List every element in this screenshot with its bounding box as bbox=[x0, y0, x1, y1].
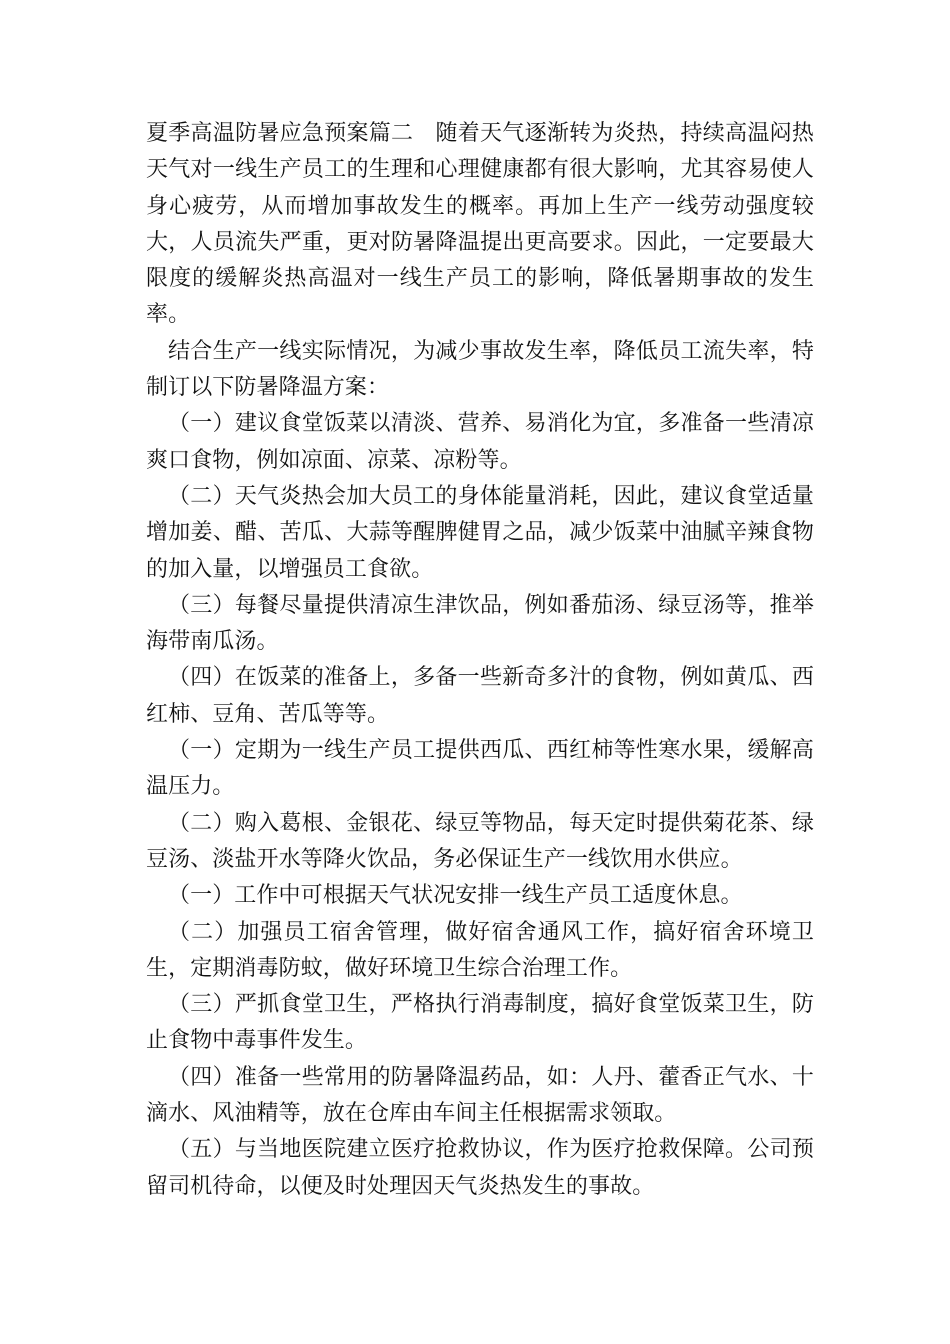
document-body bbox=[146, 116, 814, 1205]
paragraph: 结合生产一线实际情况，为减少事故发生率，降低员工流失率，特制订以下防暑降温方案： bbox=[146, 338, 814, 401]
paragraph: （二）加强员工宿舍管理，做好宿舍通风工作，搞好宿舍环境卫生，定期消毒防蚊，做好环境卫生综合治理工作。 bbox=[146, 919, 814, 981]
paragraph: （二）购入葛根、金银花、绿豆等物品，每天定时提供菊花茶、绿豆汤、淡盐开水等降火饮品，务必保证生产一线饮用水供应。 bbox=[146, 810, 814, 872]
paragraph: （一）定期为一线生产员工提供西瓜、西红柿等性寒水果，缓解高温压力。 bbox=[146, 738, 814, 800]
paragraph: （三）严抓食堂卫生，严格执行消毒制度，搞好食堂饭菜卫生，防止食物中毒事件发生。 bbox=[146, 992, 814, 1054]
paragraph: （一）建议食堂饭菜以清淡、营养、易消化为宜，多准备一些清凉爽口食物，例如凉面、凉菜、凉粉等。 bbox=[146, 411, 814, 473]
paragraph-text: 随着天气逐渐转为炎热，持续高温闷热天气对一线生产员工的生理和心理健康都有很大影响，尤其容易使人身心疲劳，从而增加事故发生的概率。再加上生产一线劳动强度较大，人员流失严重，更对防暑降温提出更高要求。因此，一定要最大限度的缓解炎热高温对一线生产员工的影响，降低暑期事故的发生率。 bbox=[146, 121, 814, 328]
paragraph: （四）准备一些常用的防暑降温药品，如：人丹、藿香正气水、十滴水、风油精等，放在仓库由车间主任根据需求领取。 bbox=[146, 1064, 814, 1127]
intro-paragraph bbox=[146, 116, 814, 334]
paragraph: （一）工作中可根据天气状况安排一线生产员工适度休息。 bbox=[168, 883, 743, 909]
paragraph: （三）每餐尽量提供清凉生津饮品，例如番茄汤、绿豆汤等，推举海带南瓜汤。 bbox=[146, 592, 814, 655]
paragraph: （五）与当地医院建立医疗抢救协议，作为医疗抢救保障。公司预留司机待命，以便及时处理因天气炎热发生的事故。 bbox=[146, 1137, 814, 1199]
paragraph: （二）天气炎热会加大员工的身体能量消耗，因此，建议食堂适量增加姜、醋、苦瓜、大蒜等醒脾健胃之品，减少饭菜中油腻辛辣食物的加入量，以增强员工食欲。 bbox=[146, 483, 814, 582]
document-title: 夏季高温防暑应急预案篇二 bbox=[146, 121, 414, 146]
paragraph: （四）在饭菜的准备上，多备一些新奇多汁的食物，例如黄瓜、西红柿、豆角、苦瓜等等。 bbox=[146, 665, 814, 727]
